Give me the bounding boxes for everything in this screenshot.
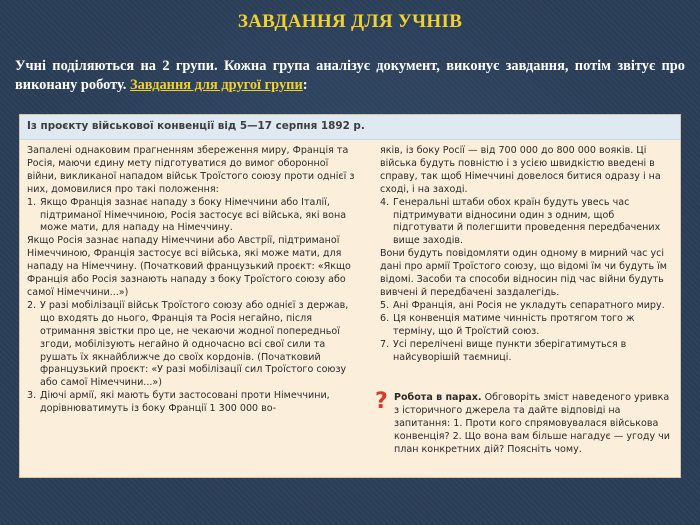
document-item-7 xyxy=(380,339,675,365)
pair-work-label: Робота в парах. xyxy=(394,392,482,403)
document-right-column xyxy=(380,145,675,364)
intro-paragraph xyxy=(15,57,685,95)
document-item-3 xyxy=(27,390,361,416)
document-item-3-continued: яків, із боку Росії — від 700 000 до 800 000 вояків. Ці війська будуть повністю і з усією швидкістю введені в справу, так щоб Німеччині довелося битися одразу і на сході, і на заході. xyxy=(380,145,661,195)
item-text: Ця конвенція матиме чинність протягом того ж терміну, що й Троїстий союз. xyxy=(393,312,635,337)
item-number: 2. xyxy=(27,299,37,311)
pair-work-task xyxy=(375,389,675,457)
item-text: Діючі армії, які мають бути застосовані проти Німеччини, дорівнюватимуть із боку Франції 1 300 000 во- xyxy=(40,390,330,415)
pair-work-questions: Обговоріть зміст наведеного уривка з історичного джерела та дайте відповіді на запитання: 1. Проти кого спрямовувалася військова конвенція? 2. Що вона вам більше нагадує — угоду чи план конкретних дій? Поясніть чому. xyxy=(394,392,670,455)
item-text: Якщо Франція зазнає нападу з боку Німеччини або Італії, підтриманої Німеччиною, Росія застосує всі війська, які вона може мати, для нападу на Німеччину. xyxy=(40,196,347,234)
document-item-2 xyxy=(27,300,361,390)
item-number: 5. xyxy=(380,299,390,311)
pair-work-text xyxy=(394,392,675,457)
item-number: 3. xyxy=(27,390,37,402)
document-header xyxy=(20,115,680,140)
document-item-5 xyxy=(380,300,675,313)
document-item-1 xyxy=(27,197,361,236)
question-mark-icon: ? xyxy=(375,389,388,414)
item-number: 1. xyxy=(27,196,37,208)
item-text: Генеральні штаби обох країн будуть увесь час підтримувати відносини один з одним, щоб підготувати й полегшити проведення передбачених вище заходів. xyxy=(393,196,661,247)
document-heading: Із проєкту військової конвенції від 5—17 серпня 1892 р. xyxy=(27,120,365,132)
second-group-task-link[interactable]: Завдання для другої групи xyxy=(129,77,303,93)
document-item-1-continued: Якщо Росія зазнає нападу Німеччини або Австрії, підтриманої Німеччиною, Франція застосує всі війська, які може мати, для нападу на Німеччину. (Початковий французький проєкт: «Якщо Франція або Росія зазнають нападу з боку Троїстого союзу або самої Німеччини...») xyxy=(27,235,351,298)
document-left-column xyxy=(27,145,361,416)
document-item-4-continued: Вони будуть повідомляти один одному в мирний час усі дані про армії Троїстого союзу, що відомі їм чи будуть їм відомі. Засоби та способи відносин під час війни будуть вивчені й передбачені заздалегідь. xyxy=(380,248,667,298)
slide-title: ЗАВДАННЯ ДЛЯ УЧНІВ xyxy=(237,11,463,32)
item-number: 7. xyxy=(380,338,390,350)
intro-colon: : xyxy=(302,77,308,93)
intro-text: Учні поділяються на 2 групи. Кожна група аналізує документ, виконує завдання, потім звітує про виконану роботу. xyxy=(15,58,685,93)
document-image xyxy=(19,114,681,478)
document-preamble: Запалені однаковим прагненням збереження миру, Франція та Росія, маючи єдину мету підготуватися до вимог оборонної війни, викликаної нападом військ Троїстого союзу проти однієї з них, домовилися про такі положення: xyxy=(27,145,355,195)
item-text: Усі перелічені вище пункти зберігатимуться в найсуворішій таємниці. xyxy=(393,338,627,363)
item-text: Ані Франція, ані Росія не укладуть сепаратного миру. xyxy=(393,299,665,311)
item-number: 6. xyxy=(380,312,390,324)
item-number: 4. xyxy=(380,196,390,208)
document-item-4 xyxy=(380,197,675,249)
item-text: У разі мобілізації військ Троїстого союзу або однієї з держав, що входять до нього, Франція та Росія негайно, після отримання звістки про це, не чекаючи жодної попередньої згоди, мобілізують негайно й одночасно всі свої сили та рушать їх якнайближче до своїх кордонів. (Початковий французький проєкт: «У разі мобілізації сил Троїстого союзу або самої Німеччини...») xyxy=(40,299,349,389)
document-item-6 xyxy=(380,313,675,339)
